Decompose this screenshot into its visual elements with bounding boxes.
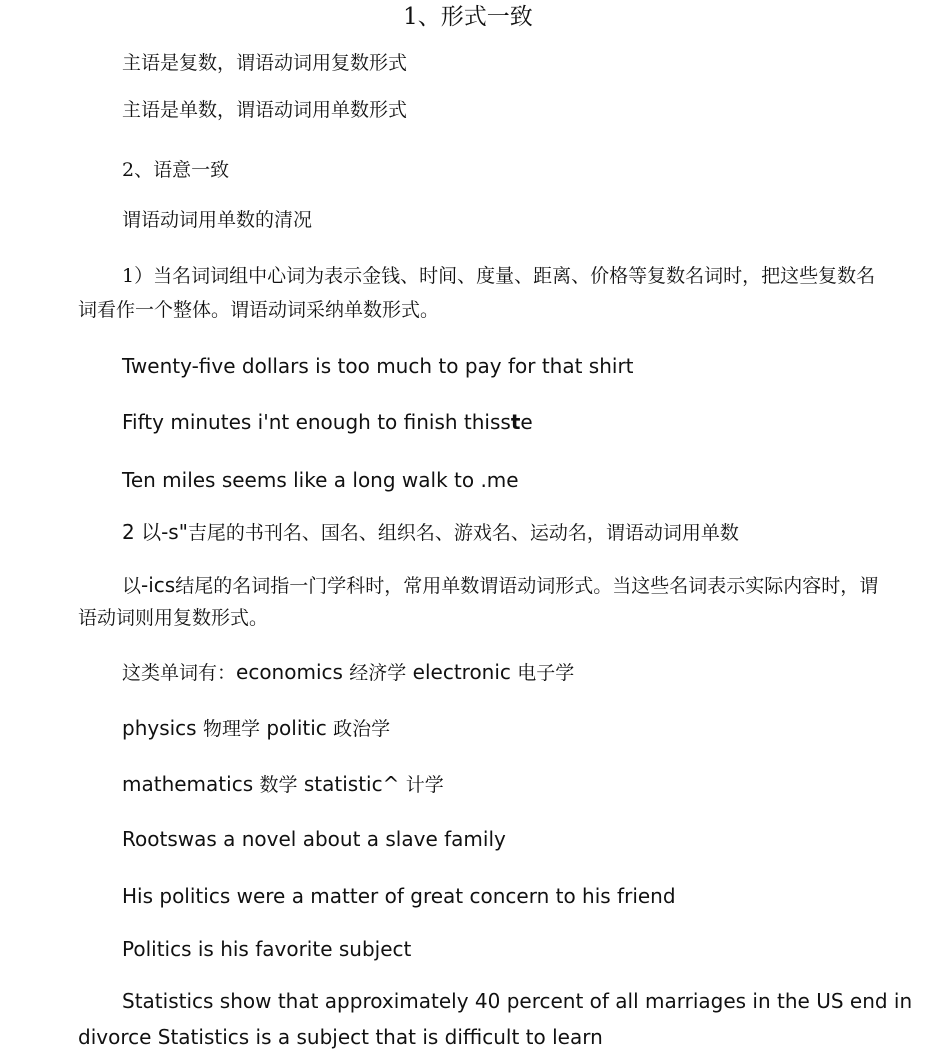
rule-ics-suffix: -ics [141, 573, 176, 597]
example-sentence-2 [122, 412, 533, 432]
word-mathematics: mathematics [122, 772, 254, 796]
rule-1-line-1: 1）当名词词组中心词为表示金钱、时间、度量、距离、价格等复数名词时，把这些复数名 [122, 265, 876, 287]
example-sentence-2-part-b: t [510, 410, 521, 434]
word-list-intro: 这类单词有： [122, 662, 237, 684]
word-list-1 [122, 662, 574, 683]
example-sentence-statistics-2: divorce Statistics is a subject that is difficult to learn [78, 1025, 603, 1049]
word-physics: physics [122, 716, 197, 740]
section-heading-2-text: 2、语意一致 [122, 159, 230, 181]
example-sentence-1: Twenty-five dollars is too much to pay for that shirt [122, 354, 634, 378]
section-heading-2 [122, 159, 229, 180]
example-sentence-3: Ten miles seems like a long walk to .me [122, 468, 519, 492]
example-sentence-statistics-1: Statistics show that approximately 40 percent of all marriages in the US end in [122, 989, 913, 1013]
example-sentence-politics-2: Politics is his favorite subject [122, 937, 412, 961]
rule-ics-pre: 以 [122, 575, 142, 597]
example-sentence-2-part-a: Fifty minutes i'nt enough to finish thiss [122, 410, 511, 434]
word-economics-zh: 经济学 [349, 662, 407, 684]
word-list-3 [122, 774, 444, 795]
word-politic: politic [266, 716, 327, 740]
word-list-2 [122, 718, 390, 739]
rule-ics-post: 结尾的名词指一门学科时，常用单数谓语动词形式。当这些名词表示实际内容时，谓 [175, 575, 879, 597]
rule-1-line-2: 词看作一个整体。谓语动词采纳单数形式。 [78, 299, 440, 321]
rule-ics-line-2: 语动词则用复数形式。 [78, 607, 269, 629]
rule-plural: 主语是复数，谓语动词用复数形式 [122, 52, 408, 74]
rule-ics-line-1 [122, 575, 878, 596]
subheading-singular-cases: 谓语动词用单数的清况 [122, 209, 313, 231]
word-economics: economics [236, 660, 343, 684]
word-statistic: statistic^ [303, 772, 400, 796]
word-electronic: electronic [412, 660, 511, 684]
word-physics-zh: 物理学 [202, 718, 260, 740]
word-mathematics-zh: 数学 [259, 774, 298, 796]
example-sentence-roots: Rootswas a novel about a slave family [122, 827, 506, 851]
rule-2-prefix: 2 以-s" [122, 520, 188, 544]
rule-2 [122, 522, 739, 543]
section-title: 1、形式一致 [403, 4, 533, 30]
example-sentence-politics-1: His politics were a matter of great concern to his friend [122, 884, 676, 908]
rule-2-text: 吉尾的书刊名、国名、组织名、游戏名、运动名，谓语动词用单数 [187, 522, 739, 544]
word-electronic-zh: 电子学 [517, 662, 575, 684]
example-sentence-2-part-c: e [520, 410, 533, 434]
rule-singular: 主语是单数，谓语动词用单数形式 [122, 99, 408, 121]
word-statistic-zh: 计学 [405, 774, 444, 796]
word-politic-zh: 政治学 [333, 718, 391, 740]
